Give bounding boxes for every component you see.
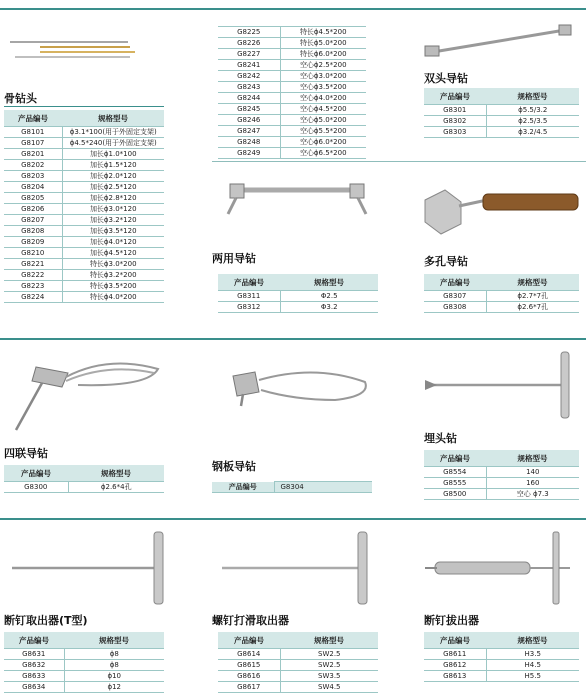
plate-guide-header: 产品编号 — [212, 482, 274, 493]
table-row — [218, 671, 378, 682]
spec-model-cell: 空心ϕ3.5*200 — [280, 82, 366, 93]
spec-model-cell: 加长ϕ1.5*120 — [62, 160, 164, 171]
screw-slip-extractor-image — [220, 530, 375, 605]
spec-model-cell: 加长ϕ4.5*120 — [62, 248, 164, 259]
col-spec-model: 规格型号 — [62, 110, 164, 127]
table-row — [424, 671, 579, 682]
product-code-cell: G8208 — [4, 226, 62, 237]
spec-model-cell: ϕ10 — [64, 671, 164, 682]
plate-guide-code: G8304 — [274, 482, 372, 493]
bone-drill-title: 骨钻头 — [4, 92, 37, 105]
spec-model-cell: 特长ϕ3.5*200 — [62, 281, 164, 292]
table-row — [424, 291, 579, 302]
spec-model-cell: 特长ϕ4.5*200 — [280, 27, 366, 38]
table-row — [4, 482, 164, 493]
table-row — [424, 467, 579, 478]
quad-guide-table: 产品编号 规格型号 G8300 ϕ2.6*4孔 — [4, 465, 164, 493]
product-code-cell: G8205 — [4, 193, 62, 204]
dual-guide-image — [228, 180, 373, 220]
plate-guide-table — [212, 481, 372, 493]
product-code-cell: G8244 — [218, 93, 280, 104]
spec-model-cell: 空心ϕ4.0*200 — [280, 93, 366, 104]
spec-model-cell: ϕ5.5/3.2 — [486, 105, 579, 116]
product-code-cell: G8249 — [218, 148, 280, 159]
product-code-cell: G8246 — [218, 115, 280, 126]
spec-model-cell: 特长ϕ3.0*200 — [62, 259, 164, 270]
countersink-table: 产品编号 规格型号 G8554 140 G8555 160 G8500 空心 ϕ7.3 — [424, 450, 579, 500]
quad-guide-image — [8, 355, 168, 435]
table-row — [218, 93, 366, 104]
spec-model-cell: 加长ϕ2.5*120 — [62, 182, 164, 193]
product-code-cell: G8247 — [218, 126, 280, 137]
t-handle-extractor-image — [8, 530, 168, 605]
spec-model-cell: ϕ2.7*7孔 — [486, 291, 579, 302]
product-code-cell: G8223 — [4, 281, 62, 292]
table-row — [4, 226, 164, 237]
spec-model-cell: 空心ϕ6.5*200 — [280, 148, 366, 159]
product-code-cell: G8107 — [4, 138, 62, 149]
multi-guide-table: 产品编号 规格型号 G8307 ϕ2.7*7孔 G8308 ϕ2.6*7孔 — [424, 274, 579, 313]
table-row — [424, 649, 579, 660]
product-code-cell: G8248 — [218, 137, 280, 148]
table-row — [218, 291, 378, 302]
product-code-cell: G8207 — [4, 215, 62, 226]
table-row — [4, 149, 164, 160]
multi-guide-title: 多孔导钻 — [424, 255, 468, 268]
product-code-cell: G8632 — [4, 660, 64, 671]
table-row — [424, 105, 579, 116]
spec-model-cell: 空心ϕ5.5*200 — [280, 126, 366, 137]
plate-guide-image — [225, 370, 375, 420]
bone-drill-cont-table — [218, 26, 366, 159]
table-row — [218, 82, 366, 93]
table-row — [4, 138, 164, 149]
spec-model-cell: 140 — [486, 467, 579, 478]
spec-model-cell: 空心 ϕ7.3 — [486, 489, 579, 500]
product-code-cell: G8312 — [218, 302, 280, 313]
product-code-cell: G8631 — [4, 649, 64, 660]
spec-model-cell: 特长ϕ6.0*200 — [280, 49, 366, 60]
spec-model-cell: ϕ2.6*7孔 — [486, 302, 579, 313]
table-row — [4, 204, 164, 215]
spec-model-cell: SW4.5 — [280, 682, 378, 693]
table-row — [424, 302, 579, 313]
spec-model-cell: 特长ϕ3.2*200 — [62, 270, 164, 281]
product-code-cell: G8242 — [218, 71, 280, 82]
broken-screw-t-table: 产品编号 规格型号 G8631 ϕ8 G8632 ϕ8 G8633 ϕ10 G8634 ϕ12 — [4, 632, 164, 693]
table-row — [424, 489, 579, 500]
table-row — [4, 171, 164, 182]
table-row — [218, 148, 366, 159]
table-row — [218, 49, 366, 60]
table-row — [218, 38, 366, 49]
product-code-cell: G8300 — [4, 482, 68, 493]
spec-model-cell: 特长ϕ4.0*200 — [62, 292, 164, 303]
broken-nail-extractor-image — [425, 530, 575, 605]
spec-model-cell: 加长ϕ3.2*120 — [62, 215, 164, 226]
product-code-cell: G8308 — [424, 302, 486, 313]
spec-model-cell: ϕ8 — [64, 660, 164, 671]
product-code-cell: G8617 — [218, 682, 280, 693]
spec-model-cell: 加长ϕ2.8*120 — [62, 193, 164, 204]
broken-nail-title: 断钉拔出器 — [424, 614, 479, 627]
table-row — [4, 292, 164, 303]
spec-model-cell: SW2.5 — [280, 660, 378, 671]
product-code-cell: G8227 — [218, 49, 280, 60]
table-row — [424, 127, 579, 138]
product-code-cell: G8224 — [4, 292, 62, 303]
quad-guide-title: 四联导钻 — [4, 447, 48, 460]
product-code-cell: G8633 — [4, 671, 64, 682]
table-row — [218, 682, 378, 693]
spec-model-cell: 加长ϕ3.0*120 — [62, 204, 164, 215]
table-row — [4, 649, 164, 660]
table-row — [4, 215, 164, 226]
double-guide-image — [425, 22, 575, 57]
product-code-cell: G8241 — [218, 60, 280, 71]
product-code-cell: G8614 — [218, 649, 280, 660]
product-code-cell: G8307 — [424, 291, 486, 302]
table-row — [218, 27, 366, 38]
product-code-cell: G8203 — [4, 171, 62, 182]
product-code-cell: G8221 — [4, 259, 62, 270]
table-row — [218, 71, 366, 82]
product-code-cell: G8500 — [424, 489, 486, 500]
table-row — [4, 237, 164, 248]
spec-model-cell: 加长ϕ3.5*120 — [62, 226, 164, 237]
spec-model-cell: 160 — [486, 478, 579, 489]
spec-model-cell: ϕ3.2/4.5 — [486, 127, 579, 138]
product-code-cell: G8243 — [218, 82, 280, 93]
spec-model-cell: 空心ϕ4.5*200 — [280, 104, 366, 115]
spec-model-cell: Φ2.5 — [280, 291, 378, 302]
broken-screw-t-title: 断钉取出器(T型) — [4, 614, 88, 627]
spec-model-cell: 加长ϕ1.0*100 — [62, 149, 164, 160]
product-code-cell: G8101 — [4, 127, 62, 138]
product-code-cell: G8201 — [4, 149, 62, 160]
product-code-cell: G8612 — [424, 660, 486, 671]
dual-guide-title: 两用导钻 — [212, 252, 256, 265]
product-code-cell: G8202 — [4, 160, 62, 171]
countersink-title: 埋头钻 — [424, 432, 457, 445]
spec-model-cell: 空心ϕ6.0*200 — [280, 137, 366, 148]
product-code-cell: G8613 — [424, 671, 486, 682]
product-code-cell: G8554 — [424, 467, 486, 478]
broken-nail-table: 产品编号 规格型号 G8611 H3.5 G8612 H4.5 G8613 H5.5 — [424, 632, 579, 682]
table-row — [424, 478, 579, 489]
product-code-cell: G8226 — [218, 38, 280, 49]
countersink-image — [425, 350, 575, 420]
spec-model-cell: ϕ4.5*240(用于外固定支架) — [62, 138, 164, 149]
product-code-cell: G8616 — [218, 671, 280, 682]
product-code-cell: G8615 — [218, 660, 280, 671]
product-code-cell: G8209 — [4, 237, 62, 248]
product-code-cell: G8225 — [218, 27, 280, 38]
table-row — [4, 127, 164, 138]
product-code-cell: G8611 — [424, 649, 486, 660]
spec-model-cell: SW3.5 — [280, 671, 378, 682]
spec-model-cell: 特长ϕ5.0*200 — [280, 38, 366, 49]
table-row — [4, 259, 164, 270]
spec-model-cell: H5.5 — [486, 671, 579, 682]
table-row — [424, 116, 579, 127]
table-row — [218, 60, 366, 71]
table-row — [218, 137, 366, 148]
table-row — [218, 302, 378, 313]
product-code-cell: G8301 — [424, 105, 486, 116]
table-row — [218, 660, 378, 671]
double-guide-table: 产品编号 规格型号 G8301 ϕ5.5/3.2 G8302 ϕ2.5/3.5 G8303 ϕ3.2/4.5 — [424, 88, 579, 138]
product-code-cell: G8245 — [218, 104, 280, 115]
screw-slip-title: 螺钉打滑取出器 — [212, 614, 289, 627]
spec-model-cell: ϕ3.1*100(用于外固定支架) — [62, 127, 164, 138]
table-row — [424, 660, 579, 671]
spec-model-cell: ϕ8 — [64, 649, 164, 660]
spec-model-cell: 空心ϕ3.0*200 — [280, 71, 366, 82]
spec-model-cell: 加长ϕ2.0*120 — [62, 171, 164, 182]
bone-drill-table — [4, 110, 164, 303]
product-code-cell: G8302 — [424, 116, 486, 127]
spec-model-cell: 空心ϕ2.5*200 — [280, 60, 366, 71]
product-code-cell: G8204 — [4, 182, 62, 193]
product-code-cell: G8303 — [424, 127, 486, 138]
table-row — [4, 281, 164, 292]
spec-model-cell: H4.5 — [486, 660, 579, 671]
spec-model-cell: ϕ2.5/3.5 — [486, 116, 579, 127]
spec-model-cell: 空心ϕ5.0*200 — [280, 115, 366, 126]
table-row — [218, 115, 366, 126]
spec-model-cell: ϕ12 — [64, 682, 164, 693]
multi-guide-image — [425, 180, 580, 235]
drill-bits-image — [10, 40, 135, 60]
table-row — [4, 660, 164, 671]
dual-guide-table: 产品编号 规格型号 G8311 Φ2.5 G8312 Φ3.2 — [218, 274, 378, 313]
plate-guide-title: 钢板导钻 — [212, 460, 256, 473]
screw-slip-table: 产品编号 规格型号 G8614 SW2.5 G8615 SW2.5 G8616 SW3.5 G8617 SW4.5 — [218, 632, 378, 693]
table-row — [218, 649, 378, 660]
table-row — [4, 193, 164, 204]
double-guide-title: 双头导钻 — [424, 72, 468, 85]
product-code-cell: G8634 — [4, 682, 64, 693]
spec-model-cell: Φ3.2 — [280, 302, 378, 313]
table-row — [4, 248, 164, 259]
table-row — [218, 104, 366, 115]
table-row — [4, 182, 164, 193]
table-row — [4, 270, 164, 281]
table-row — [4, 682, 164, 693]
table-row — [4, 671, 164, 682]
spec-model-cell: SW2.5 — [280, 649, 378, 660]
product-code-cell: G8555 — [424, 478, 486, 489]
product-code-cell: G8210 — [4, 248, 62, 259]
spec-model-cell: H3.5 — [486, 649, 579, 660]
spec-model-cell: ϕ2.6*4孔 — [68, 482, 164, 493]
col-product-code: 产品编号 — [4, 110, 62, 127]
product-code-cell: G8222 — [4, 270, 62, 281]
table-row — [218, 126, 366, 137]
spec-model-cell: 加长ϕ4.0*120 — [62, 237, 164, 248]
product-code-cell: G8206 — [4, 204, 62, 215]
product-code-cell: G8311 — [218, 291, 280, 302]
table-row — [4, 160, 164, 171]
